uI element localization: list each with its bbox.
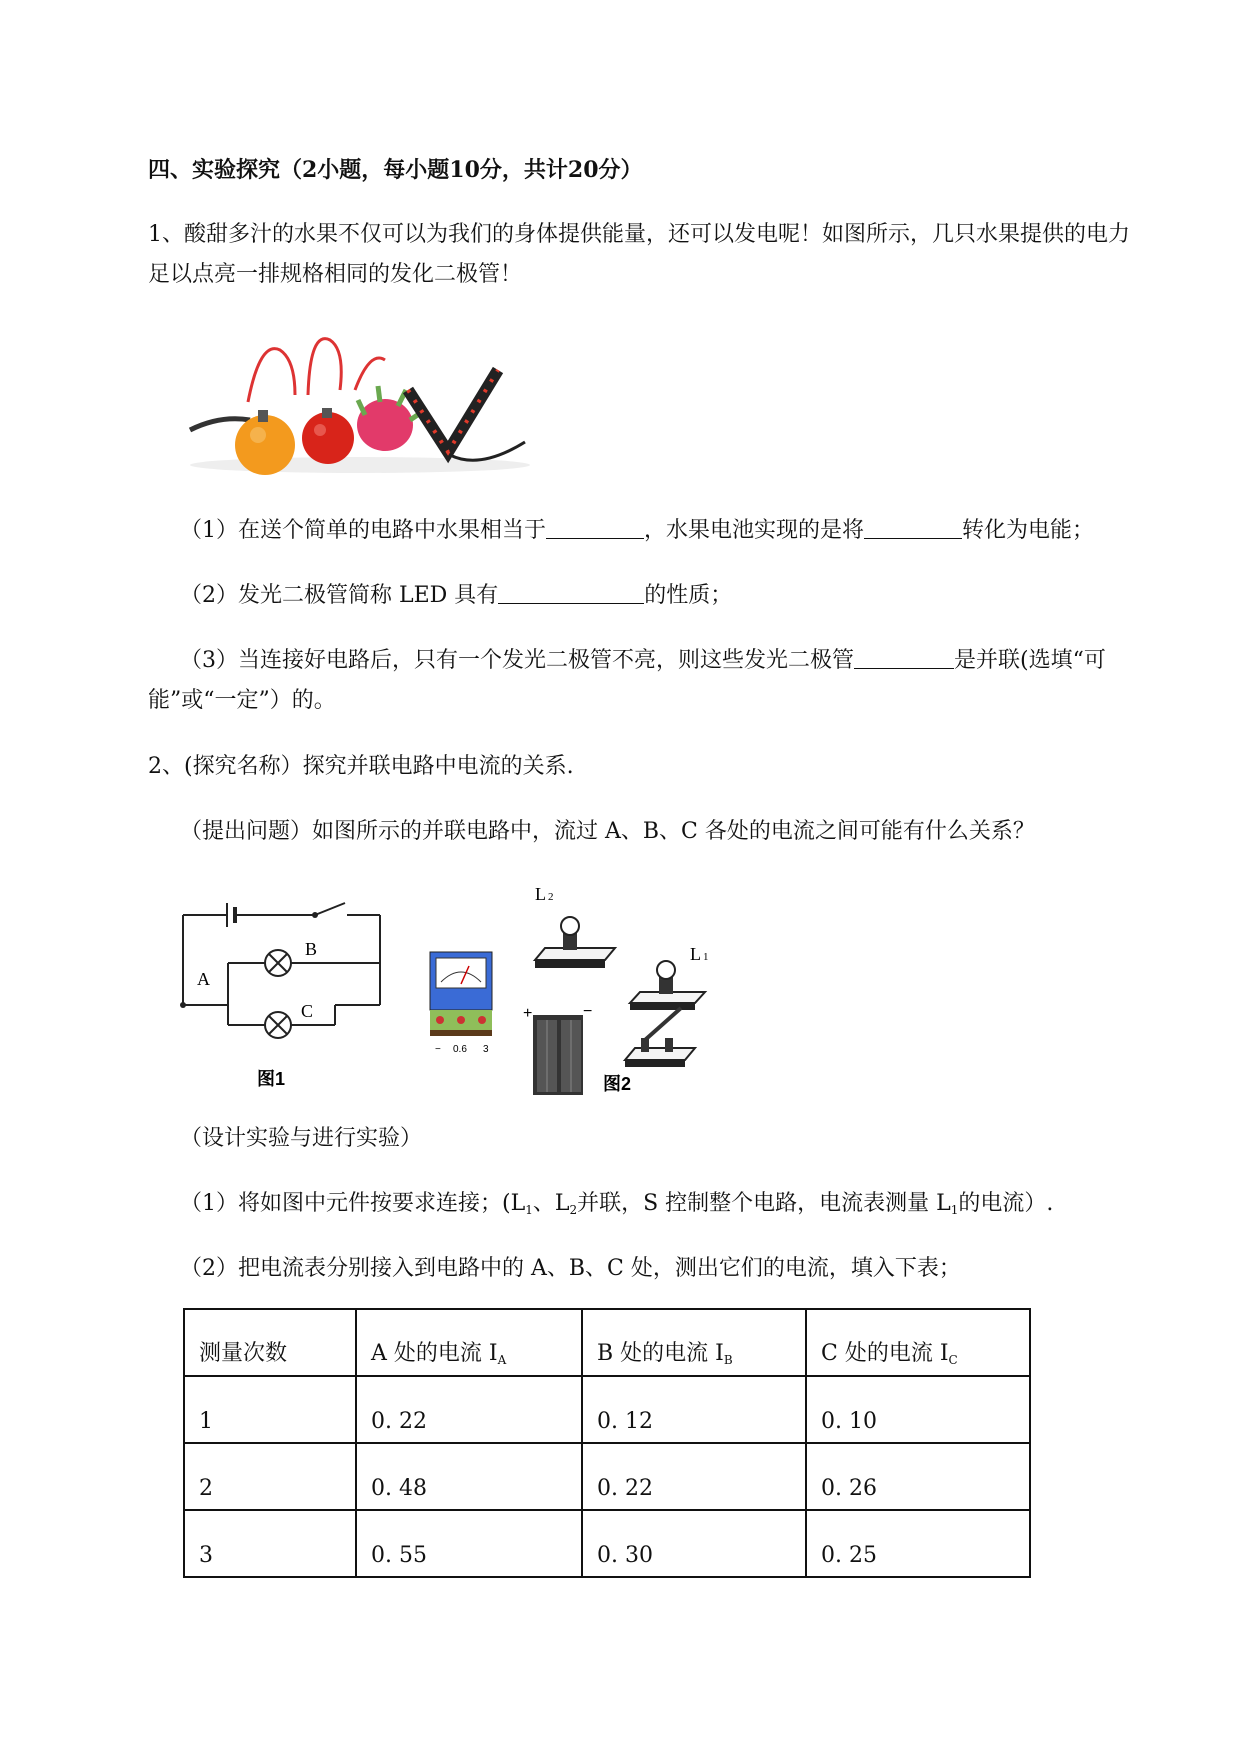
table-cell: 0. 22: [582, 1443, 806, 1510]
fig1-label-c: C: [301, 1001, 314, 1021]
table-cell: 0. 22: [356, 1376, 582, 1443]
answer-blank-1[interactable]: [546, 516, 644, 539]
table-cell: 3: [184, 1510, 356, 1577]
fig2-caption: 图2: [603, 1074, 632, 1094]
q1-sub3-line2: 能”或“一定”）的。: [148, 688, 336, 713]
answer-blank-2[interactable]: [864, 516, 962, 539]
table-cell: 0. 26: [806, 1443, 1030, 1510]
q2-design: （设计实验与进行实验）: [180, 1126, 423, 1151]
q2-step2: （2）把电流表分别接入到电路中的 A、B、C 处，测出它们的电流，填入下表；: [180, 1256, 961, 1281]
battery-plus: +: [523, 1005, 533, 1022]
ammeter-scale-06: 0.6: [453, 1044, 467, 1055]
q1-sub2: [180, 581, 732, 611]
table-header-cell: A 处的电流 $I_A$: [356, 1309, 582, 1376]
table-cell: 1: [184, 1376, 356, 1443]
table-cell: 2: [184, 1443, 356, 1510]
q1-sub2-text-b: 的性质；: [644, 583, 733, 608]
table-row: [184, 1443, 1030, 1510]
q2-step1-sub1: 1: [525, 1203, 533, 1217]
circuit-diagram-fig1: [175, 885, 390, 1095]
table-row: [184, 1510, 1030, 1577]
q2-step1: [180, 1189, 1053, 1225]
table-cell: 0. 10: [806, 1376, 1030, 1443]
q2-step1-text-b: 、L: [532, 1191, 570, 1216]
q1-sub3: [180, 646, 1106, 676]
table-cell: 0. 12: [582, 1376, 806, 1443]
q1-sub1: [180, 516, 1094, 546]
fig1-label-a: A: [197, 969, 210, 989]
current-measurement-table: [183, 1308, 1031, 1578]
table-header-cell: 测量次数: [184, 1309, 356, 1376]
battery-minus: −: [583, 1003, 593, 1020]
components-fig2: [425, 880, 730, 1115]
section-title: 四、实验探究（2小题，每小题10分，共计20分）: [148, 157, 643, 183]
table-cell: 0. 30: [582, 1510, 806, 1577]
table-cell: 0. 55: [356, 1510, 582, 1577]
ammeter-scale-3: 3: [483, 1044, 489, 1055]
table-header-cell: B 处的电流 $I_B$: [582, 1309, 806, 1376]
table-row: [184, 1376, 1030, 1443]
q1-stem-line2: 足以点亮一排规格相同的发化二极管！: [148, 262, 523, 287]
fig1-label-b: B: [305, 939, 318, 959]
q2-step1-text-d: 的电流）.: [958, 1191, 1054, 1216]
q1-sub2-text-a: （2）发光二极管简称 LED 具有: [180, 583, 499, 608]
q1-sub1-text-a: （1）在送个简单的电路中水果相当于: [180, 518, 546, 543]
q2-step1-sub2: 2: [569, 1203, 578, 1217]
fig1-caption: 图1: [257, 1069, 286, 1089]
q2-step1-text-c: 并联，S 控制整个电路，电流表测量 L: [577, 1191, 951, 1216]
fig2-l2-label: L 2: [535, 884, 554, 904]
q1-stem-line1: 1、酸甜多汁的水果不仅可以为我们的身体提供能量，还可以发电呢！如图所示，几只水果提供的电力: [148, 222, 1131, 247]
table-cell: 0. 48: [356, 1443, 582, 1510]
q2-stem: 2、(探究名称）探究并联电路中电流的关系.: [148, 754, 574, 779]
q2-step1-sub3: 1: [950, 1203, 959, 1217]
q1-sub3-text-b: 是并联(选填“可: [954, 648, 1106, 673]
q2-question: （提出问题）如图所示的并联电路中，流过 A、B、C 各处的电流之间可能有什么关系？: [180, 819, 1035, 844]
fig2-l1-label: L 1: [690, 944, 709, 964]
table-cell: 0. 25: [806, 1510, 1030, 1577]
q1-sub1-text-c: 转化为电能；: [962, 518, 1095, 543]
answer-blank-4[interactable]: [854, 646, 954, 669]
ammeter-scale-minus: −: [435, 1044, 441, 1055]
answer-blank-3[interactable]: [498, 581, 644, 604]
q1-sub3-text-a: （3）当连接好电路后，只有一个发光二极管不亮，则这些发光二极管: [180, 648, 854, 673]
table-header-row: [184, 1309, 1030, 1376]
table-header-cell: C 处的电流 $I_C$: [806, 1309, 1030, 1376]
fruit-battery-illustration: [180, 320, 540, 480]
q1-sub1-text-b: ，水果电池实现的是将: [644, 518, 865, 543]
q2-step1-text-a: （1）将如图中元件按要求连接；(L: [180, 1191, 526, 1216]
